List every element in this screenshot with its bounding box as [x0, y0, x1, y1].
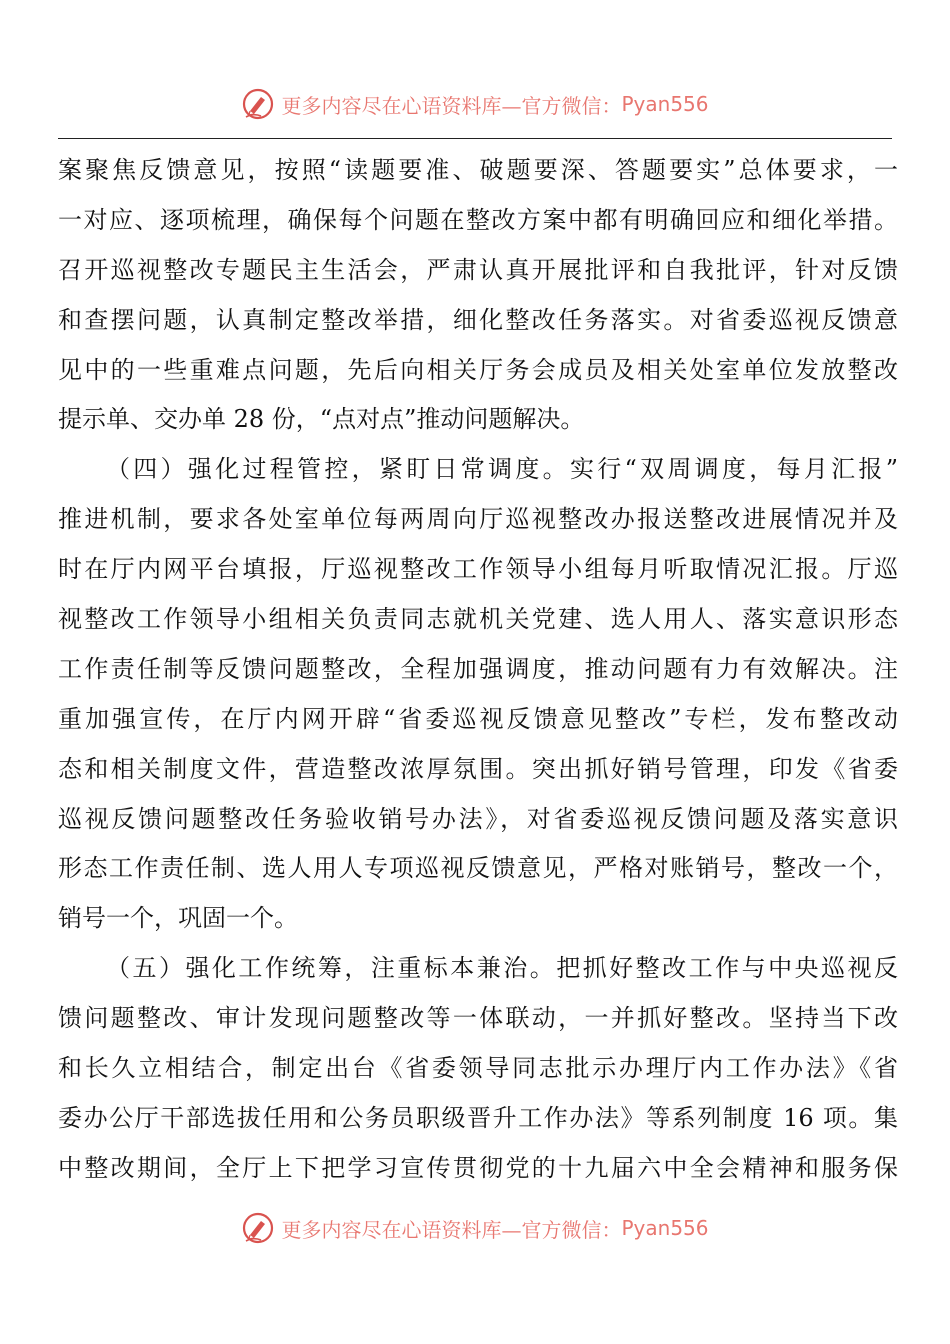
body-line: 中整改期间，全厅上下把学习宣传贯彻党的十九届六中全会精神和服务保 — [58, 1153, 898, 1182]
footer-banner — [0, 1208, 950, 1248]
header-banner — [0, 84, 950, 124]
body-line: 时在厅内网平台填报，厅巡视整改工作领导小组每月听取情况汇报。厅巡 — [58, 555, 898, 584]
body-line: 销号一个，巩固一个。 — [58, 904, 298, 933]
body-line: （四）强化过程管控，紧盯日常调度。实行“双周调度，每月汇报” — [106, 455, 898, 484]
body-line: 工作责任制等反馈问题整改，全程加强调度，推动问题有力有效解决。注 — [58, 654, 898, 683]
document-body — [58, 146, 898, 1194]
footer-wechat-id: Pyan556 — [621, 1216, 709, 1240]
body-line: 形态工作责任制、选人用人专项巡视反馈意见，严格对账销号，整改一个， — [58, 854, 898, 883]
pen-logo-icon — [241, 87, 275, 121]
body-line: 见中的一些重难点问题，先后向相关厅务会成员及相关处室单位发放整改 — [58, 355, 898, 384]
footer-banner-text: 更多内容尽在心语资料库—官方微信： — [281, 1217, 622, 1242]
body-line: 委办公厅干部选拔任用和公务员职级晋升工作办法》等系列制度 16 项。集 — [58, 1103, 898, 1132]
body-line: 提示单、交办单 28 份，“点对点”推动问题解决。 — [58, 405, 585, 434]
body-line: 一对应、逐项梳理，确保每个问题在整改方案中都有明确回应和细化举措。 — [58, 205, 898, 234]
body-line: 和长久立相结合，制定出台《省委领导同志批示办理厅内工作办法》《省 — [58, 1054, 898, 1083]
header-rule — [58, 138, 892, 139]
body-line: 推进机制，要求各处室单位每两周向厅巡视整改办报送整改进展情况并及 — [58, 505, 898, 534]
header-wechat-id: Pyan556 — [621, 92, 709, 116]
body-line: 视整改工作领导小组相关负责同志就机关党建、选人用人、落实意识形态 — [58, 605, 898, 634]
body-line: 和查摆问题，认真制定整改举措，细化整改任务落实。对省委巡视反馈意 — [58, 305, 898, 334]
header-banner-text: 更多内容尽在心语资料库—官方微信： — [281, 93, 622, 118]
body-line: 召开巡视整改专题民主生活会，严肃认真开展批评和自我批评，针对反馈 — [58, 255, 898, 284]
body-line: 态和相关制度文件，营造整改浓厚氛围。突出抓好销号管理，印发《省委 — [58, 754, 898, 783]
pen-logo-icon — [241, 1211, 275, 1245]
body-line: 巡视反馈问题整改任务验收销号办法》，对省委巡视反馈问题及落实意识 — [58, 804, 898, 833]
body-line: 馈问题整改、审计发现问题整改等一体联动，一并抓好整改。坚持当下改 — [58, 1004, 898, 1033]
body-line: 重加强宣传，在厅内网开辟“省委巡视反馈意见整改”专栏，发布整改动 — [58, 704, 898, 733]
body-line: （五）强化工作统筹，注重标本兼治。把抓好整改工作与中央巡视反 — [106, 954, 898, 983]
body-line: 案聚焦反馈意见，按照“读题要准、破题要深、答题要实”总体要求，一 — [58, 156, 898, 184]
